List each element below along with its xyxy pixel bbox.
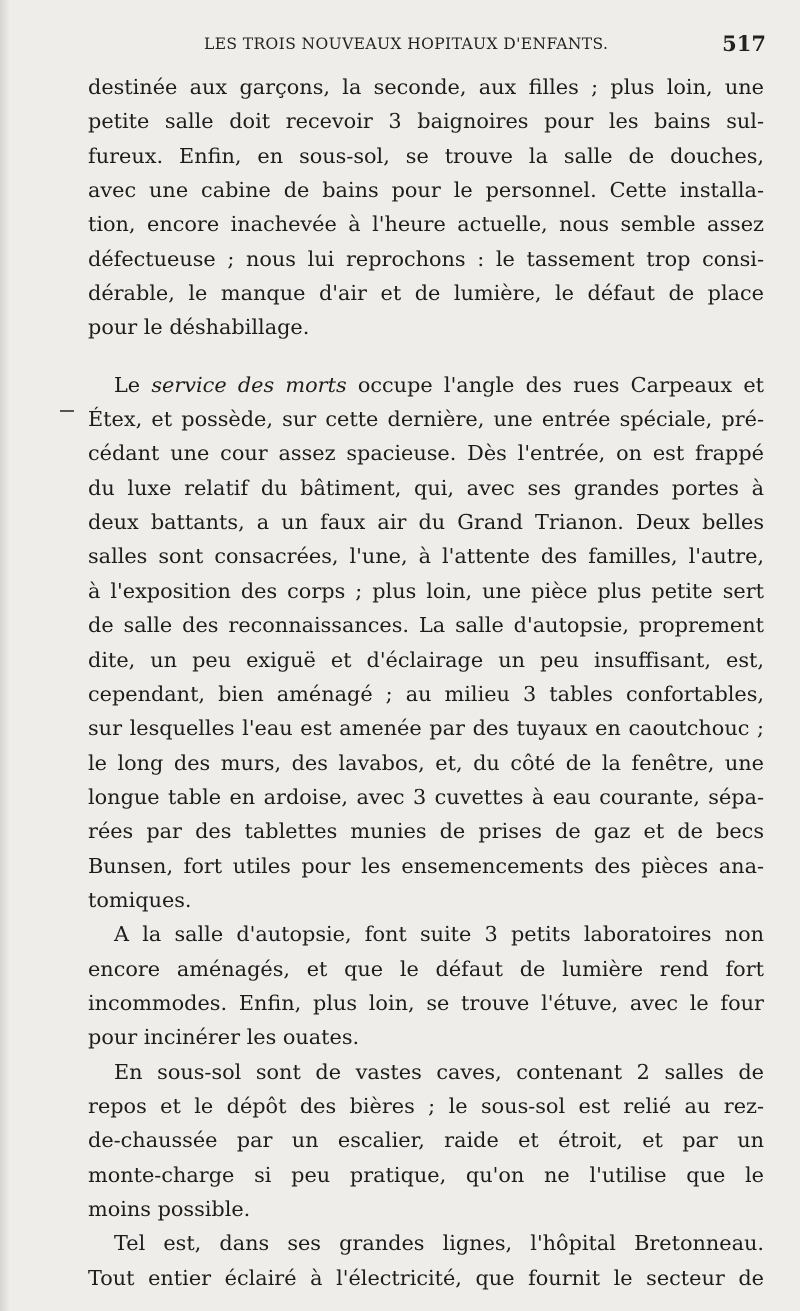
text-line: sur lesquelles l'eau est amenée par des tuyaux en caoutchouc ; [88, 716, 764, 741]
body-text [88, 70, 764, 1295]
paragraph-3 [88, 917, 764, 1054]
text-line: rées par des tablettes munies de prises de gaz et de becs [88, 819, 764, 844]
text-line: encore aménagés, et que le défaut de lumière rend fort [88, 956, 764, 981]
text-line: du luxe relatif du bâtiment, qui, avec ses grandes portes à [88, 475, 764, 500]
text-line: moins possible. [88, 1197, 251, 1221]
text-line: Bunsen, fort utiles pour les ensemencements des pièces ana- [88, 853, 764, 878]
text-line: de-chaussée par un escalier, raide et étroit, et par un [88, 1128, 764, 1153]
text-fragment: Le [114, 372, 152, 397]
text-fragment: occupe l'angle des rues Carpeaux et [346, 372, 764, 397]
text-line: pour incinérer les ouates. [88, 1025, 360, 1050]
text-line: longue table en ardoise, avec 3 cuvettes à eau courante, sépa- [88, 784, 764, 809]
text-line: Étex, et possède, sur cette dernière, une entrée spéciale, pré- [88, 407, 764, 432]
margin-mark [60, 410, 74, 412]
paragraph-2 [88, 368, 764, 918]
text-line: tomiques. [88, 887, 192, 912]
text-line: tion, encore inachevée à l'heure actuelle, nous semble assez [88, 212, 764, 237]
text-line: En sous-sol sont de vastes caves, contenant 2 salles de [114, 1059, 764, 1084]
text-line: fureux. Enfin, en sous-sol, se trouve la salle de douches, [88, 143, 764, 168]
text-line: incommodes. Enfin, plus loin, se trouve l'étuve, avec le four [88, 990, 764, 1015]
text-line: dite, un peu exiguë et d'éclairage un peu insuffisant, est, [88, 647, 764, 672]
text-line: repos et le dépôt des bières ; le sous-sol est relié au rez- [88, 1093, 764, 1118]
text-line [88, 368, 764, 402]
paragraph-5 [88, 1226, 764, 1295]
text-line: deux battants, a un faux air du Grand Trianon. Deux belles [88, 510, 764, 535]
text-line: salles sont consacrées, l'une, à l'attente des familles, l'autre, [88, 544, 764, 569]
text-line: cependant, bien aménagé ; au milieu 3 tables confortables, [88, 681, 764, 706]
text-line: A la salle d'autopsie, font suite 3 petits laboratoires non [114, 922, 764, 947]
text-line: Tel est, dans ses grandes lignes, l'hôpital Bretonneau. [114, 1231, 764, 1256]
text-line: à l'exposition des corps ; plus loin, une pièce plus petite sert [88, 578, 764, 603]
text-line: défectueuse ; nous lui reprochons : le tassement trop consi- [88, 246, 764, 271]
emphasis-service-des-morts: service des morts [151, 372, 347, 397]
text-line: petite salle doit recevoir 3 baignoires pour les bains sul- [88, 109, 764, 134]
running-title: LES TROIS NOUVEAUX HOPITAUX D'ENFANTS. [204, 35, 609, 53]
text-line: dérable, le manque d'air et de lumière, le défaut de place [88, 281, 764, 306]
text-line: cédant une cour assez spacieuse. Dès l'entrée, on est frappé [88, 441, 764, 466]
paragraph-1 [88, 70, 764, 345]
text-line: destinée aux garçons, la seconde, aux filles ; plus loin, une [88, 75, 764, 99]
text-line: avec une cabine de bains pour le personnel. Cette installa- [88, 178, 764, 203]
page-number: 517 [722, 31, 766, 56]
text-line: le long des murs, des lavabos, et, du côté de la fenêtre, une [88, 750, 764, 775]
text-line: monte-charge si peu pratique, qu'on ne l'utilise que le [88, 1162, 764, 1187]
text-line: pour le déshabillage. [88, 315, 310, 340]
paragraph-4 [88, 1055, 764, 1227]
paragraph-gap [88, 345, 764, 368]
page-header [204, 31, 766, 59]
text-line: de salle des reconnaissances. La salle d'autopsie, proprement [88, 613, 764, 638]
text-line: Tout entier éclairé à l'électricité, que fournit le secteur de [88, 1265, 764, 1290]
